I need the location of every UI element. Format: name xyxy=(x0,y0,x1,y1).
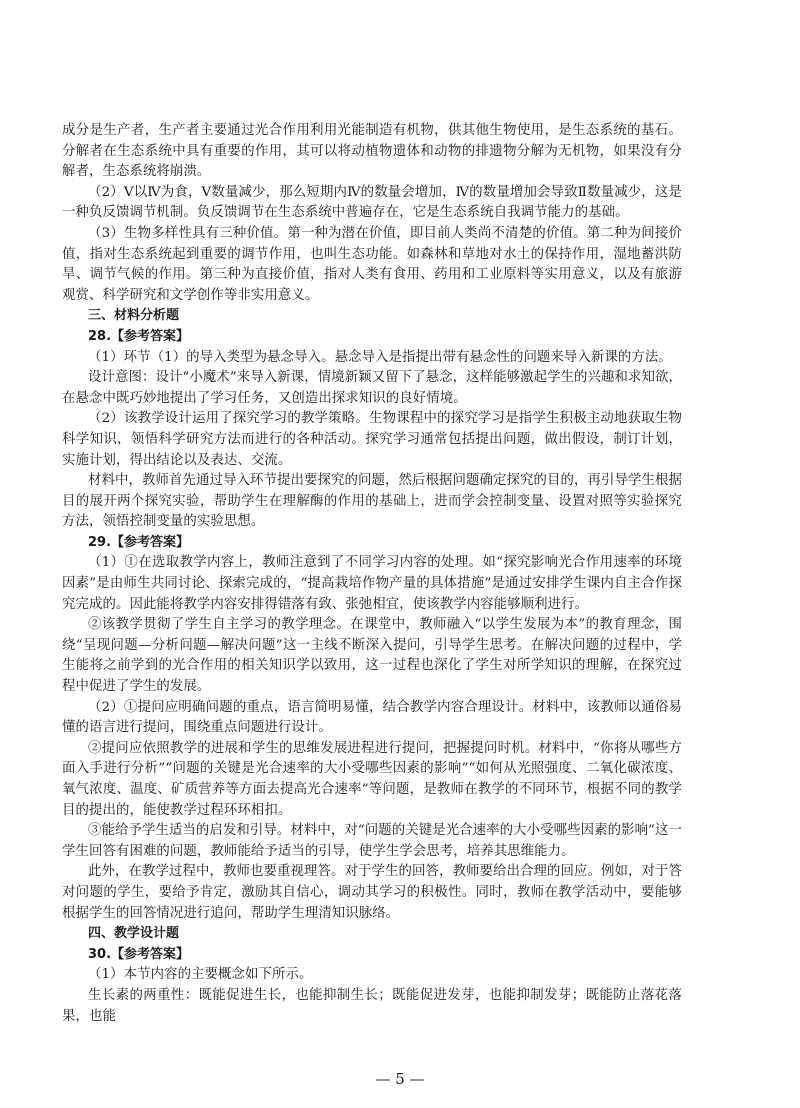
paragraph: （2）①提问应明确问题的重点，语言简明易懂，结合教学内容合理设计。材料中，该教师以通俗易懂的语言进行提问，围绕重点问题进行设计。 xyxy=(62,699,682,736)
document-body xyxy=(62,121,682,1027)
section-heading: 四、教学设计题 xyxy=(88,926,180,942)
paragraph: ③能给予学生适当的启发和引导。材料中，对“问题的关键是光合速率的大小受哪些因素的影响”这一学生回答有困难的问题，教师能给予适当的引导，使学生学会思考，培养其思维能力。 xyxy=(62,823,682,859)
section-heading: 28.【参考答案】 xyxy=(88,328,190,344)
paragraph: ②该教学贯彻了学生自主学习的教学理念。在课堂中，教师融入“以学生发展为本”的教育理念，围绕“呈现问题—分析问题—解决问题”这一主线不断深入提问，引导学生思考。在解决问题的过程中，学生能将之前学到的光合作用的相关知识学以致用，这一过程也深化了学生对所学知识的理解，在探究过程中促进了学生的发展。 xyxy=(62,617,682,695)
paragraph: 材料中，教师首先通过导入环节提出要探究的问题，然后根据问题确定探究的目的，再引导学生根据目的展开两个探究实验，帮助学生在理解酶的作用的基础上，进而学会控制变量、设置对照等实验探究方法，领悟控制变量的实验思想。 xyxy=(62,473,682,530)
paragraph: 设计意图：设计“小魔术”来导入新课，情境新颖又留下了悬念，这样能够激起学生的兴趣和求知欲，在悬念中既巧妙地提出了学习任务，又创造出探求知识的良好情境。 xyxy=(62,370,682,406)
paragraph: （1）本节内容的主要概念如下所示。 xyxy=(88,967,313,983)
paragraph: 生长素的两重性：既能促进生长，也能抑制生长；既能促进发芽，也能抑制发芽；既能防止落花落果，也能 xyxy=(62,987,682,1024)
paragraph: （2）该教学设计运用了探究学习的教学策略。生物课程中的探究学习是指学生积极主动地获取生物科学知识，领悟科学研究方法而进行的各种活动。探究学习通常包括提出问题，做出假设，制订计划，实施计划，得出结论以及表达、交流。 xyxy=(62,411,682,468)
paragraph: （1）环节（1）的导入类型为悬念导入。悬念导入是指提出带有悬念性的问题来导入新课的方法。 xyxy=(88,349,672,365)
paragraph: ②提问应依照教学的进展和学生的思维发展进程进行提问，把握提问时机。材料中，“你将从哪些方面入手进行分析”“问题的关键是光合速率的大小受哪些因素的影响”“如何从光照强度、二氧化碳浓度、氧气浓度、温度、矿质营养等方面去提高光合速率”等问题，是教师在教学的不同环节，根据不同的教学目的提出的，能使教学过程环环相扣。 xyxy=(62,740,682,818)
paragraph: 此外，在教学过程中，教师也要重视理答。对于学生的回答，教师要给出合理的回应。例如，对于答对问题的学生，要给予肯定，激励其自信心，调动其学习的积极性。同时，教师在教学活动中，要能够根据学生的回答情况进行追问，帮助学生理清知识脉络。 xyxy=(62,864,682,921)
paragraph: 成分是生产者，生产者主要通过光合作用利用光能制造有机物，供其他生物使用，是生态系统的基石。分解者在生态系统中具有重要的作用，其可以将动植物遗体和动物的排遗物分解为无机物，如果没有分解者，生态系统将崩溃。 xyxy=(62,123,682,180)
page-number: — 5 — xyxy=(375,1070,425,1088)
section-heading: 29.【参考答案】 xyxy=(88,534,190,550)
paragraph: （3）生物多样性具有三种价值。第一种为潜在价值，即目前人类尚不清楚的价值。第二种为间接价值，指对生态系统起到重要的调节作用，也叫生态功能。如森林和草地对水土的保持作用，湿地蓄洪防旱、调节气候的作用。第三种为直接价值，指对人类有食用、药用和工业原料等实用意义，以及有旅游观赏、科学研究和文学创作等非实用意义。 xyxy=(62,225,682,303)
paragraph: （1）①在选取教学内容上，教师注意到了不同学习内容的处理。如“探究影响光合作用速率的环境因素”是由师生共同讨论、探索完成的，“提高栽培作物产量的具体措施”是通过安排学生课内自主合作探究完成的。因此能将教学内容安排得错落有致、张弛相宜，使该教学内容能够顺利进行。 xyxy=(62,555,682,612)
section-heading: 30.【参考答案】 xyxy=(88,946,190,962)
paragraph: （2）Ⅴ以Ⅳ为食，Ⅴ数量减少，那么短期内Ⅳ的数量会增加，Ⅳ的数量增加会导致Ⅱ数量减少，这是一种负反馈调节机制。负反馈调节在生态系统中普遍存在，它是生态系统自我调节能力的基础。 xyxy=(62,184,682,221)
section-heading: 三、材料分析题 xyxy=(88,308,180,324)
